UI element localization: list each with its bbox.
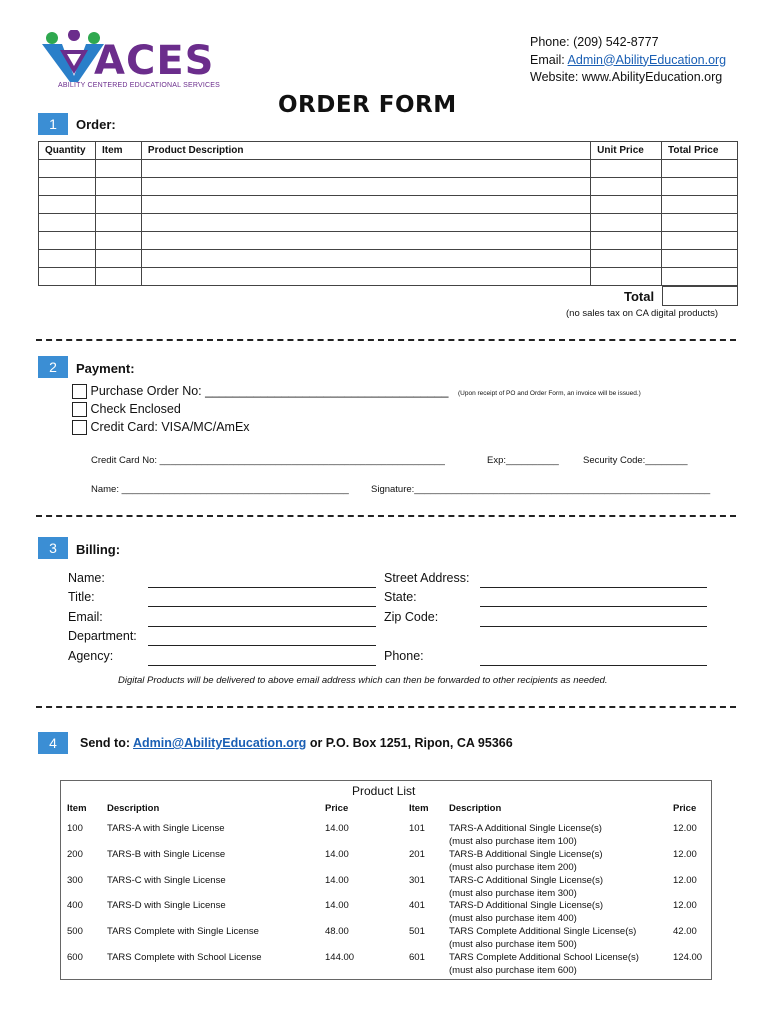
product-list-title: Product List <box>352 784 416 798</box>
pl-item-2: 301 <box>409 875 425 886</box>
send-to-label: Send to: <box>80 736 130 750</box>
col-item: Item <box>95 142 141 160</box>
order-row[interactable] <box>39 160 738 178</box>
pl-note-2: (must also purchase item 600) <box>449 965 577 976</box>
pl-note-2: (must also purchase item 500) <box>449 939 577 950</box>
product-list <box>60 780 712 980</box>
divider-1 <box>36 339 736 341</box>
pl-price: 144.00 <box>325 952 355 963</box>
total-label: Total <box>624 289 655 304</box>
pl-item: 200 <box>67 849 83 860</box>
pl-price: 14.00 <box>325 823 349 834</box>
billing-label-state: State: <box>384 590 417 604</box>
col-quantity: Quantity <box>39 142 96 160</box>
contact-website: Website: www.AbilityEducation.org <box>530 70 723 84</box>
po-note: (Upon receipt of PO and Order Form, an invoice will be issued.) <box>458 390 641 397</box>
billing-street-input[interactable] <box>480 587 707 588</box>
billing-label-zip: Zip Code: <box>384 610 439 624</box>
billing-agency-input[interactable] <box>148 665 376 666</box>
billing-email-input[interactable] <box>148 626 376 627</box>
total-field[interactable] <box>662 286 738 306</box>
pl-header-description: Description <box>107 803 160 814</box>
section-3-label: Billing: <box>76 542 121 557</box>
pl-description-2: TARS-A Additional Single License(s) <box>449 823 602 834</box>
pl-price: 48.00 <box>325 926 349 937</box>
contact-email: Email: Admin@AbilityEducation.org <box>530 52 727 67</box>
pl-note-2: (must also purchase item 100) <box>449 836 577 847</box>
pl-description: TARS-B with Single License <box>107 849 226 860</box>
pl-description-2: TARS-C Additional Single License(s) <box>449 875 604 886</box>
billing-name-input[interactable] <box>148 587 376 588</box>
col-unit-price: Unit Price <box>591 142 662 160</box>
pl-description: TARS-D with Single License <box>107 900 226 911</box>
pl-item: 100 <box>67 823 83 834</box>
contact-phone: Phone: (209) 542-8777 <box>530 35 659 49</box>
page-title: ORDER FORM <box>278 92 457 118</box>
pl-note-2: (must also purchase item 300) <box>449 888 577 899</box>
pl-item: 500 <box>67 926 83 937</box>
billing-title-input[interactable] <box>148 606 376 607</box>
delivery-note: Digital Products will be delivered to above email address which can then be forwarded to other recipients as needed. <box>118 675 608 686</box>
pl-description-2: TARS-B Additional Single License(s) <box>449 849 603 860</box>
pl-price: 14.00 <box>325 900 349 911</box>
pl-price-2: 12.00 <box>673 823 697 834</box>
payment-option-card: Credit Card: VISA/MC/AmEx <box>72 418 448 436</box>
section-4-badge: 4 <box>38 732 68 754</box>
billing-label-agency: Agency: <box>68 649 114 663</box>
billing-state-input[interactable] <box>480 606 707 607</box>
po-checkbox[interactable] <box>72 384 87 399</box>
billing-department-input[interactable] <box>148 645 376 646</box>
billing-zip-input[interactable] <box>480 626 707 627</box>
pl-header-price-2: Price <box>673 803 697 814</box>
pl-price-2: 12.00 <box>673 849 697 860</box>
billing-label-phone: Phone: <box>384 649 424 663</box>
pl-description: TARS-C with Single License <box>107 875 226 886</box>
signature-field[interactable]: Signature:________________________________________________________ <box>371 484 711 495</box>
divider-3 <box>36 706 736 708</box>
billing-label-email: Email: <box>68 610 103 624</box>
billing-label-title: Title: <box>68 590 95 604</box>
send-to-address: or P.O. Box 1251, Ripon, CA 95366 <box>309 736 513 750</box>
pl-description: TARS-A with Single License <box>107 823 225 834</box>
pl-item: 300 <box>67 875 83 886</box>
section-2-label: Payment: <box>76 361 135 376</box>
order-row[interactable] <box>39 196 738 214</box>
order-row[interactable] <box>39 214 738 232</box>
order-row[interactable] <box>39 178 738 196</box>
pl-description-2: TARS Complete Additional School License(s) <box>449 952 639 963</box>
card-checkbox[interactable] <box>72 420 87 435</box>
send-to-email-link[interactable]: Admin@AbilityEducation.org <box>133 736 307 750</box>
pl-price-2: 12.00 <box>673 875 697 886</box>
col-total-price: Total Price <box>662 142 738 160</box>
pl-price-2: 42.00 <box>673 926 697 937</box>
pl-price-2: 12.00 <box>673 900 697 911</box>
check-checkbox[interactable] <box>72 402 87 417</box>
section-1-label: Order: <box>76 117 116 132</box>
section-1-badge: 1 <box>38 113 68 135</box>
section-2-badge: 2 <box>38 356 68 378</box>
contact-email-link[interactable]: Admin@AbilityEducation.org <box>567 52 727 67</box>
send-to-line <box>80 736 513 750</box>
pl-price: 14.00 <box>325 875 349 886</box>
payment-option-po: Purchase Order No: ___________________________________ <box>72 382 448 400</box>
billing-label-name: Name: <box>68 571 105 585</box>
contact-block <box>530 34 726 87</box>
billing-phone-input[interactable] <box>480 665 707 666</box>
pl-price: 14.00 <box>325 849 349 860</box>
section-3-badge: 3 <box>38 537 68 559</box>
pl-item-2: 101 <box>409 823 425 834</box>
pl-item: 400 <box>67 900 83 911</box>
logo-subtitle: ABILITY CENTERED EDUCATIONAL SERVICES <box>58 82 220 89</box>
pl-price-2: 124.00 <box>673 952 703 963</box>
pl-header-item-2: Item <box>409 803 429 814</box>
tax-note: (no sales tax on CA digital products) <box>566 308 719 319</box>
order-row[interactable] <box>39 250 738 268</box>
credit-card-no-field[interactable]: Credit Card No: ______________________________________________________ <box>91 455 445 466</box>
aces-logo <box>38 30 218 92</box>
pl-item-2: 201 <box>409 849 425 860</box>
col-product-description: Product Description <box>141 142 590 160</box>
billing-label-street: Street Address: <box>384 571 470 585</box>
pl-description: TARS Complete with Single License <box>107 926 259 937</box>
payment-options <box>72 382 448 436</box>
pl-description-2: TARS Complete Additional Single License(s) <box>449 926 637 937</box>
pl-header-item: Item <box>67 803 87 814</box>
payment-option-check: Check Enclosed <box>72 400 448 418</box>
billing-label-department: Department: <box>68 629 137 643</box>
logo-name: ACES <box>94 38 215 84</box>
pl-item-2: 401 <box>409 900 425 911</box>
order-table-header <box>39 142 738 160</box>
cc-name-field[interactable]: Name: ___________________________________________ <box>91 484 349 495</box>
pl-description: TARS Complete with School License <box>107 952 262 963</box>
pl-note-2: (must also purchase item 200) <box>449 862 577 873</box>
pl-item-2: 501 <box>409 926 425 937</box>
pl-header-price: Price <box>325 803 349 814</box>
order-table <box>38 141 738 286</box>
pl-item-2: 601 <box>409 952 425 963</box>
pl-header-description-2: Description <box>449 803 502 814</box>
pl-item: 600 <box>67 952 83 963</box>
divider-2 <box>36 515 736 517</box>
pl-note-2: (must also purchase item 400) <box>449 913 577 924</box>
exp-field[interactable]: Exp:__________ <box>487 455 559 466</box>
pl-description-2: TARS-D Additional Single License(s) <box>449 900 604 911</box>
order-row[interactable] <box>39 268 738 286</box>
security-code-field[interactable]: Security Code:________ <box>583 455 688 466</box>
order-row[interactable] <box>39 232 738 250</box>
